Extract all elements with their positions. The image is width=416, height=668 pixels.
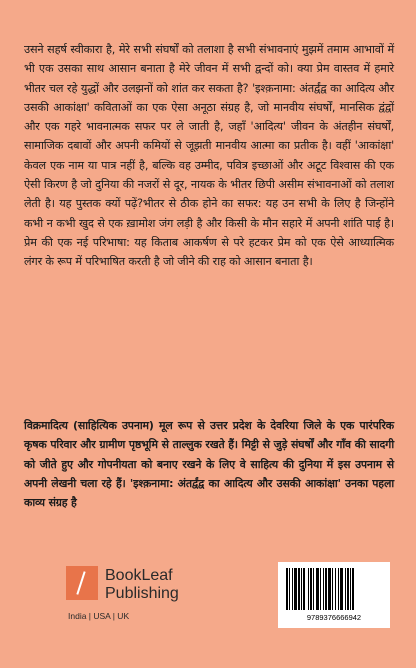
barcode-bar <box>323 568 324 610</box>
publisher-logo <box>66 566 226 626</box>
isbn-barcode <box>278 562 390 628</box>
barcode-bar <box>320 568 321 610</box>
author-bio <box>24 416 394 512</box>
barcode-bar <box>308 568 309 610</box>
slash-logo-icon <box>66 566 98 600</box>
barcode-bar <box>292 568 293 610</box>
barcode-bar <box>289 568 290 610</box>
barcode-icon <box>284 568 384 612</box>
barcode-bar <box>286 568 288 610</box>
barcode-bar <box>328 568 331 610</box>
barcode-bar <box>347 568 349 610</box>
barcode-bar <box>294 568 297 610</box>
author-bio-text: विक्रमादित्य (साहित्यिक उपनाम) मूल रूप से उत्तर प्रदेश के देवरिया जिले के एक पारंपरिक कृषक परिवार और ग्रामीण पृष्ठभूमि से ताल्लुक रखते हैं। मिट्टी से जुड़े संघर्षों और गाँव की सादगी को जीते हुए और गोपनीयता को बनाए रखने के लिए वे साहित्य की दुनिया में इस उपनाम से अपनी लेखनी चला रहे हैं। 'इश्क़नामा: अंतर्द्वंद्व का आदित्य और उसकी आकांक्षा' उनका पहला काव्य संग्रह है <box>24 419 394 510</box>
barcode-bar <box>332 568 333 610</box>
barcode-bar <box>313 568 314 610</box>
logo-slash <box>76 571 85 594</box>
barcode-bar <box>345 568 346 610</box>
barcode-bar <box>301 568 302 610</box>
publisher-name-line1: BookLeaf <box>105 567 173 584</box>
barcode-bar <box>335 568 336 610</box>
publisher-regions: India | USA | UK <box>68 611 130 621</box>
barcode-bar <box>303 568 305 610</box>
barcode-bar <box>340 568 343 610</box>
barcode-bar <box>352 568 354 610</box>
publisher-name-line2: Publishing <box>105 585 179 602</box>
barcode-bar <box>325 568 327 610</box>
isbn-number: 9789376666942 <box>306 613 362 622</box>
barcode-bar <box>338 568 339 610</box>
barcode-bar <box>298 568 300 610</box>
book-blurb <box>24 40 394 272</box>
barcode-bar <box>310 568 312 610</box>
barcode-bar <box>316 568 319 610</box>
blurb-text: उसने सहर्ष स्वीकारा है, मेरे सभी संघर्षों को तलाशा है सभी संभावनाएं मुझमें तमाम आभावों में भी एक उसका साथ आसान बनाता है मेरे जीवन में सभी द्वन्दों को। क्या प्रेम वास्तव में हमारे भीतर चल रहे युद्धों और उलझनों को शांत कर सकता है? 'इश्क़नामा: अंतर्द्वंद्व का आदित्य और उसकी आकांक्षा' कविताओं का एक ऐसा अनूठा संग्रह है, जो मानवीय संघर्षों, मानसिक द्वंद्वों और एक गहरे भावनात्मक सफर पर ले जाती है, जहाँ 'आदित्य' जीवन के अंतहीन संघर्षों, सामाजिक दबावों और अपनी कमियों से जूझती मानवीय आत्मा का प्रतीक है। वहीं 'आकांक्षा' केवल एक नाम या पात्र नहीं है, बल्कि वह उम्मीद, पवित्र इच्छाओं और अटूट विश्वास की एक ऐसी किरण है जो दुनिया की नजरों से दूर, नायक के भीतर छिपी असीम संभावनाओं को तलाश लेती है। यह पुस्तक क्यों पढ़ें?भीतर से ठीक होने का सफर: यह उन सभी के लिए है जिन्होंने कभी न कभी खुद से एक ख़ामोश जंग लड़ी है और किसी के मौन सहारे में अपनी शांति पाई है।प्रेम की एक नई परिभाषा: यह किताब आकर्षण से परे हटकर प्रेम को एक ऐसे आध्यात्मिक लंगर के रूप में परिभाषित करती है जो जीने की राह को आसान बनाता है। <box>24 43 394 269</box>
barcode-bar <box>350 568 351 610</box>
